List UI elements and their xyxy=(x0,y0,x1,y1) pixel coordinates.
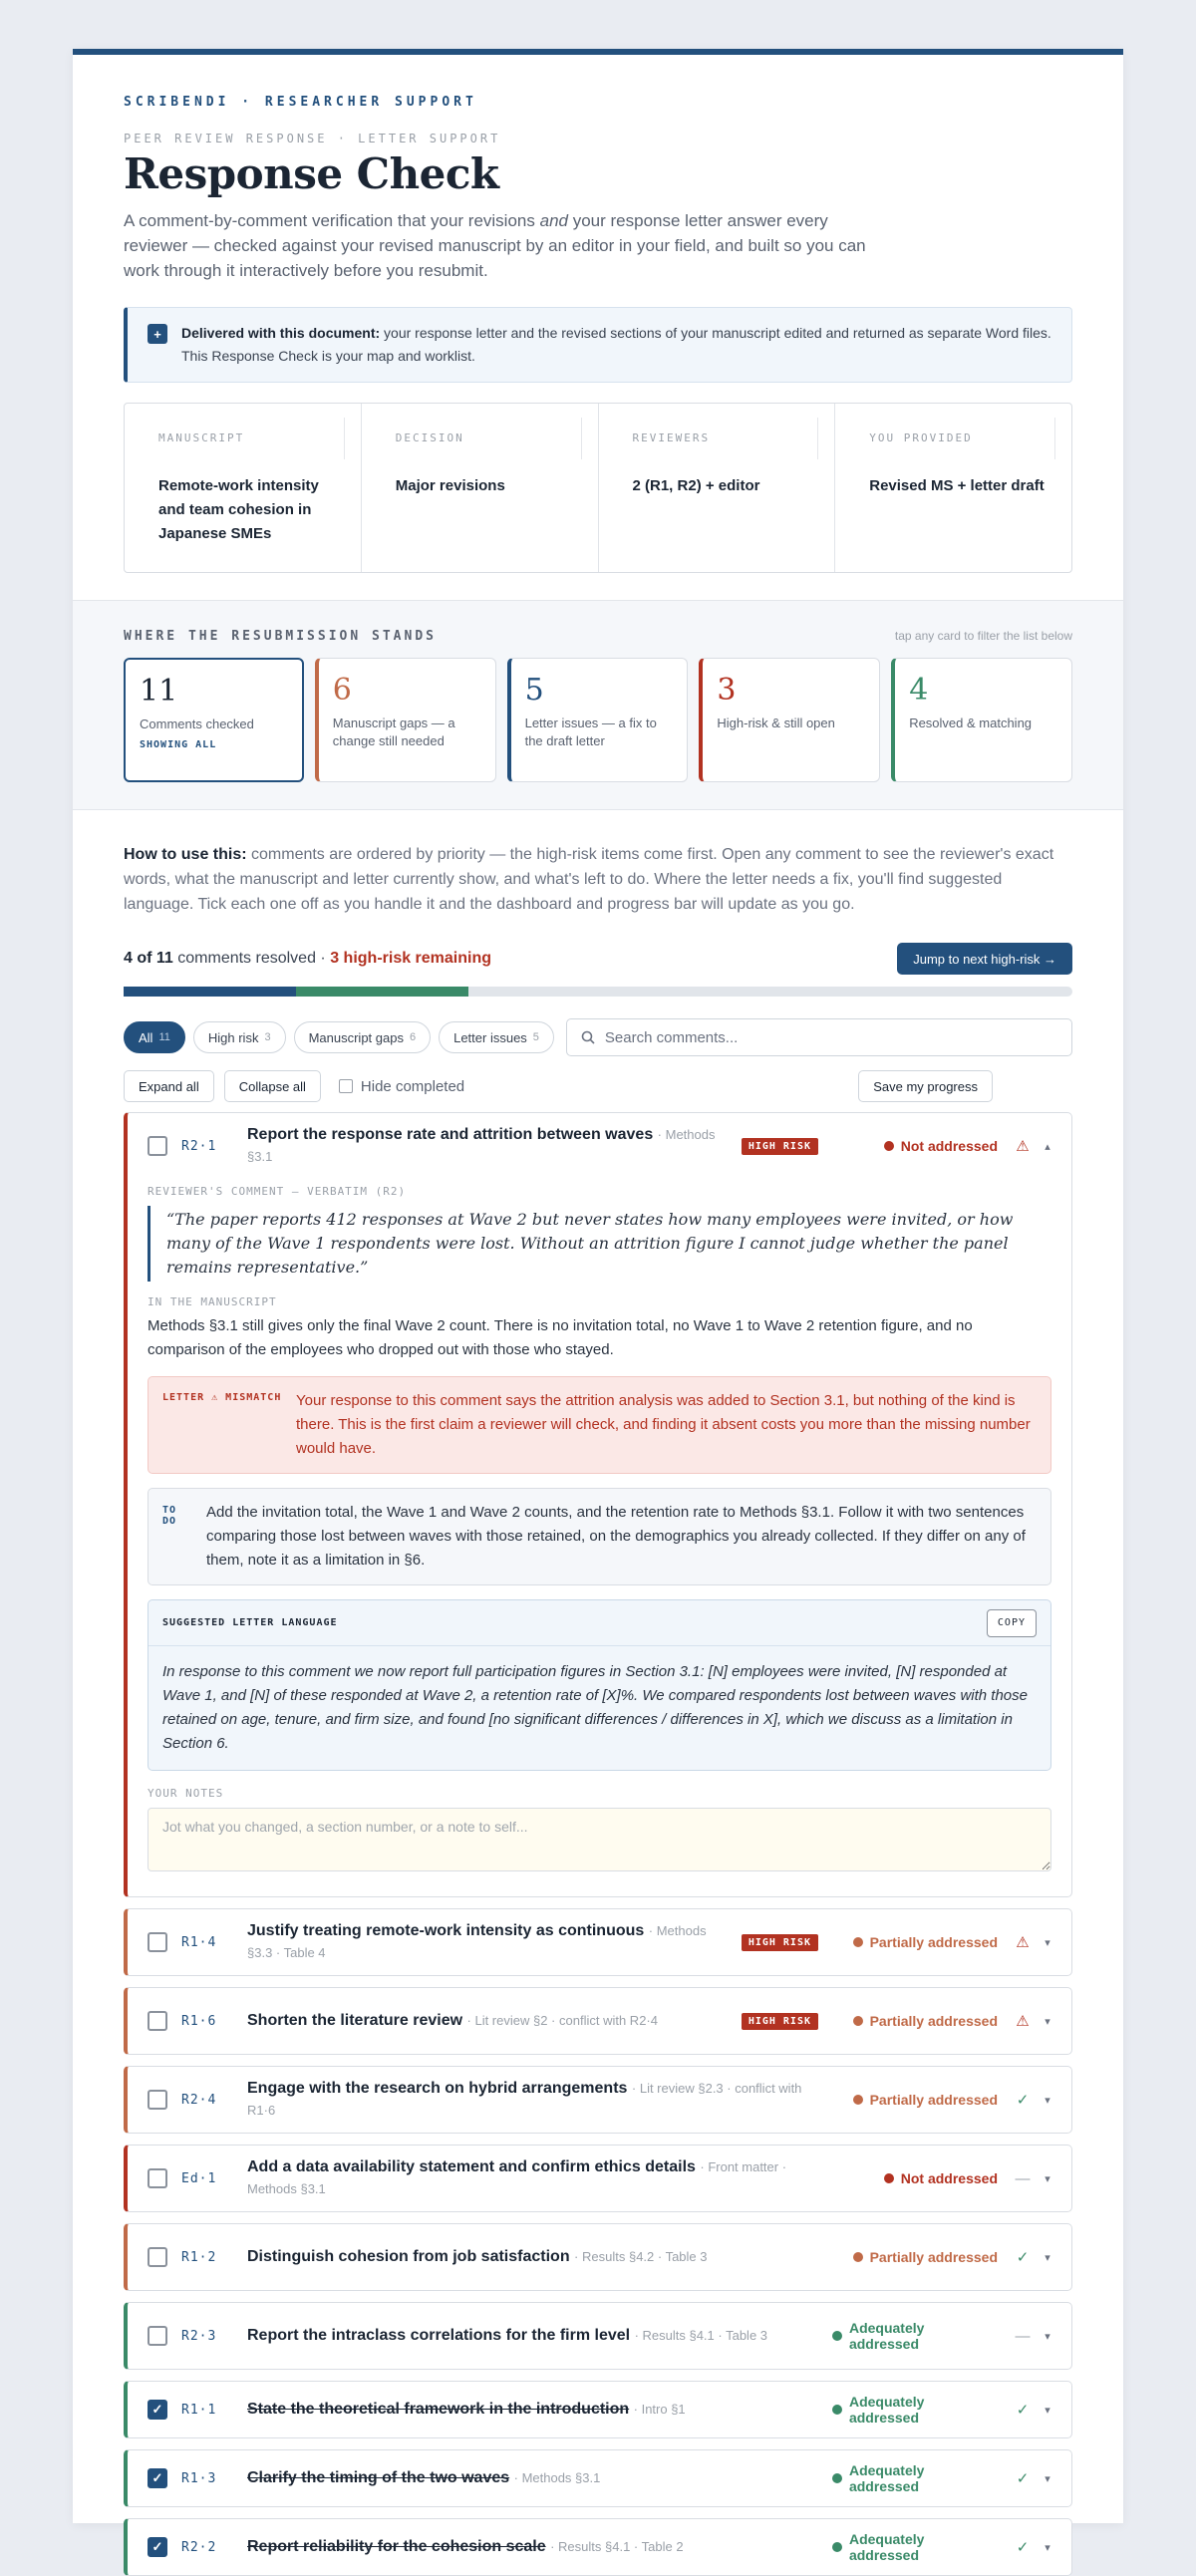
comment-detail xyxy=(128,1179,1071,1896)
resolve-checkbox[interactable] xyxy=(148,1932,167,1952)
search-icon xyxy=(581,1030,595,1044)
comment-item xyxy=(124,2223,1072,2291)
hide-completed-toggle[interactable]: Hide completed xyxy=(339,1078,464,1095)
comment-row[interactable] xyxy=(128,1909,1071,1975)
letter-mismatch-alert: LETTER ⚠ MISMATCH Your response to this comment says the attrition analysis was added to Section 3.1, but nothing of the kind is there. This is the first claim a reviewer will check, and finding it absent costs you more than the missing number would have. xyxy=(148,1376,1051,1474)
card-count: 3 xyxy=(717,673,737,708)
status-badge: Partially addressed xyxy=(832,2013,998,2029)
save-progress-button[interactable]: Save my progress xyxy=(858,1070,993,1102)
search-input[interactable] xyxy=(605,1029,1057,1046)
plus-icon: + xyxy=(148,324,167,344)
notes-label: YOUR NOTES xyxy=(148,1787,224,1800)
chevron-up-icon[interactable]: ▴ xyxy=(1045,1140,1050,1153)
chevron-down-icon[interactable]: ▾ xyxy=(1045,2251,1050,2264)
how-to-use: How to use this: comments are ordered by priority — the high-risk items come first. Open any comment to see the reviewer's exact words, what the manuscript and letter currently show, and what's left to do. Where the letter needs a fix, you'll find suggested language. Tick each one off as you handle it and the dashboard and progress bar will update as you go. xyxy=(124,846,1054,913)
comment-row[interactable] xyxy=(128,2067,1071,2133)
suggested-text: In response to this comment we now report full participation figures in Section 3.1: [N] employees were invited, [N] responded at Wave 1, and [N] of these responded at Wave 2, a retention rate of [X]%. We compared respondents lost between waves with those retained on age, tenure, and firm size, and found [no significant differences / differences in X], which we discuss as a limitation in Section 6. xyxy=(162,1663,1028,1752)
status-dashboard xyxy=(73,600,1123,810)
response-check-page xyxy=(73,49,1123,2563)
notes-textarea[interactable] xyxy=(148,1808,1051,1871)
resolve-checkbox[interactable] xyxy=(148,2326,167,2346)
status-dot xyxy=(853,2252,863,2262)
letter-flag-icon: ✓ xyxy=(1016,2402,1030,2419)
status-badge: Partially addressed xyxy=(832,1934,998,1950)
dashboard-heading: WHERE THE RESUBMISSION STANDS xyxy=(124,629,437,644)
comment-list xyxy=(124,1112,1072,2576)
meta-decision: DECISION Major revisions xyxy=(362,404,599,572)
chevron-down-icon[interactable]: ▾ xyxy=(1045,2404,1050,2417)
status-badge: Not addressed xyxy=(832,1138,998,1154)
reviewer-quote: “The paper reports 412 responses at Wave 2 but never states how many employees were invited, or how many of the Wave 1 respondents were lost. Without an attrition figure I cannot judge whether the panel remains representative.” xyxy=(148,1206,1051,1282)
search-box[interactable] xyxy=(566,1018,1072,1056)
letter-flag-icon: ⚠ xyxy=(1016,2013,1030,2030)
chevron-down-icon[interactable]: ▾ xyxy=(1045,2172,1050,2185)
status-dot xyxy=(853,2095,863,2105)
comment-title: Report the intraclass correlations for the firm level · Results §4.1 · Table 3 xyxy=(247,2327,768,2344)
manuscript-finding: Methods §3.1 still gives only the final Wave 2 count. There is no invitation total, no Wave 1 to Wave 2 retention figure, and no comparison of the employees who dropped out with those who stayed. xyxy=(148,1317,973,1358)
comment-title: State the theoretical framework in the introduction · Intro §1 xyxy=(247,2401,686,2418)
status-dot xyxy=(853,2016,863,2026)
comment-id: R1·1 xyxy=(181,2402,217,2418)
collapse-all-button[interactable]: Collapse all xyxy=(224,1070,321,1102)
comment-item xyxy=(124,1112,1072,1897)
comment-row[interactable] xyxy=(128,2450,1071,2506)
card-caption: Letter issues — a fix to the draft letter xyxy=(524,716,657,748)
jump-next-high-risk-button[interactable]: Jump to next high-risk → xyxy=(897,943,1072,975)
card-caption: Comments checked xyxy=(140,716,254,731)
letter-flag-icon: ✓ xyxy=(1016,2539,1030,2556)
comment-title: Report the response rate and attrition between waves · Methods §3.1 xyxy=(247,1126,716,1164)
letter-flag-icon: ⚠ xyxy=(1016,1138,1030,1155)
comment-title: Report reliability for the cohesion scale · Results §4.1 · Table 2 xyxy=(247,2538,684,2555)
comment-row[interactable] xyxy=(128,1113,1071,1179)
meta-manuscript: MANUSCRIPT Remote-work intensity and team cohesion in Japanese SMEs xyxy=(125,404,362,572)
status-dot xyxy=(832,2542,842,2552)
reviewer-comment-label: REVIEWER'S COMMENT — VERBATIM (R2) xyxy=(148,1185,407,1198)
letter-flag-icon: ✓ xyxy=(1016,2092,1030,2109)
filter-chip-manuscript-gaps[interactable]: Manuscript gaps 6 xyxy=(294,1021,432,1053)
lede: A comment-by-comment verification that your revisions and your response letter answer every reviewer — checked against your revised manuscript by an editor in your field, and built so you can work through it interactively before you resubmit. xyxy=(124,211,866,280)
status-badge: Adequately addressed xyxy=(832,2320,998,2352)
card-caption: Resolved & matching xyxy=(909,716,1033,730)
comment-item xyxy=(124,1987,1072,2055)
card-count: 5 xyxy=(524,673,544,708)
status-dot xyxy=(832,2473,842,2483)
chevron-down-icon[interactable]: ▾ xyxy=(1045,2330,1050,2343)
comment-title: Shorten the literature review · Lit review §2 · conflict with R2·4 xyxy=(247,2012,658,2029)
letter-flag-icon: ✓ xyxy=(1016,2249,1030,2266)
chevron-down-icon[interactable]: ▾ xyxy=(1045,1936,1050,1949)
page-title: Response Check xyxy=(124,149,499,198)
progress-bar xyxy=(124,987,1072,997)
resolve-checkbox[interactable] xyxy=(148,1136,167,1156)
status-badge: Adequately addressed xyxy=(832,2531,998,2563)
status-badge: Partially addressed xyxy=(832,2092,998,2108)
todo-box: TO DO Add the invitation total, the Wave 1 and Wave 2 counts, and the retention rate to Methods §3.1. Follow it with two sentences comparing those lost between waves with those retained, on the demographics you already collected. If they differ on any of them, note it as a limitation in §6. xyxy=(148,1488,1051,1585)
delivered-text: Delivered with this document: your response letter and the revised sections of your manuscript edited and returned as separate Word files. This Response Check is your map and worklist. xyxy=(181,325,1051,364)
comment-row[interactable] xyxy=(128,2519,1071,2575)
comment-id: R1·4 xyxy=(181,1934,217,1950)
comment-id: Ed·1 xyxy=(181,2170,217,2186)
resolve-checkbox[interactable]: ✓ xyxy=(148,2468,167,2488)
chevron-down-icon[interactable]: ▾ xyxy=(1045,2541,1050,2554)
letter-flag-icon: ⚠ xyxy=(1016,1934,1030,1951)
resolve-checkbox[interactable]: ✓ xyxy=(148,2537,167,2557)
dashboard-card[interactable] xyxy=(699,658,880,782)
status-dot xyxy=(832,2405,842,2415)
comment-item xyxy=(124,1908,1072,1976)
meta-reviewers: REVIEWERS 2 (R1, R2) + editor xyxy=(599,404,836,572)
chevron-down-icon[interactable]: ▾ xyxy=(1045,2015,1050,2028)
comment-title: Justify treating remote-work intensity as continuous · Methods §3.3 · Table 4 xyxy=(247,1922,707,1960)
comment-item xyxy=(124,2302,1072,2370)
filter-bar xyxy=(124,1018,1072,1056)
high-risk-badge: HIGH RISK xyxy=(742,1934,818,1951)
chevron-down-icon[interactable]: ▾ xyxy=(1045,2472,1050,2485)
status-dot xyxy=(884,1141,894,1151)
card-caption: High-risk & still open xyxy=(717,716,835,730)
hide-completed-checkbox[interactable] xyxy=(339,1079,353,1093)
comment-item xyxy=(124,2518,1072,2576)
resolve-checkbox[interactable] xyxy=(148,2247,167,2267)
resolve-checkbox[interactable] xyxy=(148,2090,167,2110)
comment-id: R2·4 xyxy=(181,2092,217,2108)
filter-chip-high-risk[interactable]: High risk 3 xyxy=(193,1021,286,1053)
card-showing-badge: SHOWING ALL xyxy=(140,739,217,750)
comment-id: R2·2 xyxy=(181,2539,217,2555)
status-dot xyxy=(832,2331,842,2341)
card-caption: Manuscript gaps — a change still needed xyxy=(332,716,455,748)
brand: SCRIBENDI · RESEARCHER SUPPORT xyxy=(124,95,477,110)
comment-item xyxy=(124,2381,1072,2438)
status-badge: Adequately addressed xyxy=(832,2394,998,2426)
meta-you-provided: YOU PROVIDED Revised MS + letter draft xyxy=(835,404,1071,572)
comment-row[interactable] xyxy=(128,2224,1071,2290)
copy-button[interactable]: COPY xyxy=(987,1609,1037,1637)
comment-title: Engage with the research on hybrid arrangements · Lit review §2.3 · conflict with R1·6 xyxy=(247,2080,802,2118)
letter-flag-icon: ✓ xyxy=(1016,2470,1030,2487)
comment-item xyxy=(124,2066,1072,2134)
manuscript-label: IN THE MANUSCRIPT xyxy=(148,1295,277,1308)
comment-row[interactable] xyxy=(128,2303,1071,2369)
dashboard-card[interactable] xyxy=(891,658,1072,782)
card-count: 11 xyxy=(140,674,178,709)
card-count: 4 xyxy=(909,673,929,708)
progress-summary: 4 of 11 comments resolved · 3 high-risk remaining xyxy=(124,950,492,967)
status-badge: Not addressed xyxy=(832,2170,998,2186)
high-risk-badge: HIGH RISK xyxy=(742,1138,818,1155)
resolve-checkbox[interactable]: ✓ xyxy=(148,2400,167,2420)
list-tools xyxy=(124,1070,1072,1102)
comment-row[interactable] xyxy=(128,2146,1071,2211)
status-dot xyxy=(884,2173,894,2183)
filter-chip-all[interactable]: All 11 xyxy=(124,1021,185,1053)
card-count: 6 xyxy=(332,673,352,708)
eyebrow: PEER REVIEW RESPONSE · LETTER SUPPORT xyxy=(124,132,501,145)
comment-id: R1·2 xyxy=(181,2249,217,2265)
comment-row[interactable] xyxy=(128,1988,1071,2054)
high-risk-badge: HIGH RISK xyxy=(742,2013,818,2030)
manuscript-meta xyxy=(124,403,1072,573)
comment-id: R1·6 xyxy=(181,2013,217,2029)
status-badge: Partially addressed xyxy=(832,2249,998,2265)
filter-chip-letter-issues[interactable]: Letter issues 5 xyxy=(439,1021,554,1053)
comment-id: R2·1 xyxy=(181,1138,217,1154)
status-badge: Adequately addressed xyxy=(832,2462,998,2494)
comment-title: Clarify the timing of the two waves · Methods §3.1 xyxy=(247,2469,601,2486)
comment-item xyxy=(124,2449,1072,2507)
dashboard-card[interactable] xyxy=(507,658,689,782)
comment-row[interactable] xyxy=(128,2382,1071,2437)
comment-title: Add a data availability statement and confirm ethics details · Front matter · Methods §3.1 xyxy=(247,2158,787,2196)
expand-all-button[interactable]: Expand all xyxy=(124,1070,214,1102)
comment-id: R1·3 xyxy=(181,2470,217,2486)
resolve-checkbox[interactable] xyxy=(148,2168,167,2188)
dashboard-card[interactable] xyxy=(124,658,304,782)
comment-item xyxy=(124,2145,1072,2212)
status-dot xyxy=(853,1937,863,1947)
dashboard-card[interactable] xyxy=(315,658,496,782)
comment-id: R2·3 xyxy=(181,2328,217,2344)
letter-flag-icon: — xyxy=(1015,2327,1031,2345)
chevron-down-icon[interactable]: ▾ xyxy=(1045,2094,1050,2107)
dashboard-tip: tap any card to filter the list below xyxy=(894,629,1072,643)
resolve-checkbox[interactable] xyxy=(148,2011,167,2031)
delivered-notice xyxy=(124,307,1072,383)
letter-flag-icon: — xyxy=(1015,2169,1031,2187)
suggested-letter-language: SUGGESTED LETTER LANGUAGE COPY In response to this comment we now report full participation figures in Section 3.1: [N] employees were invited, [N] responded at Wave 1, and [N] of these responded at Wave 2, a retention rate of [X]%. We compared respondents lost between waves with those retained on age, tenure, and firm size, and found [no significant differences / differences in X], which we discuss as a limitation in Section 6. xyxy=(148,1599,1051,1771)
comment-title: Distinguish cohesion from job satisfaction · Results §4.2 · Table 3 xyxy=(247,2248,708,2265)
